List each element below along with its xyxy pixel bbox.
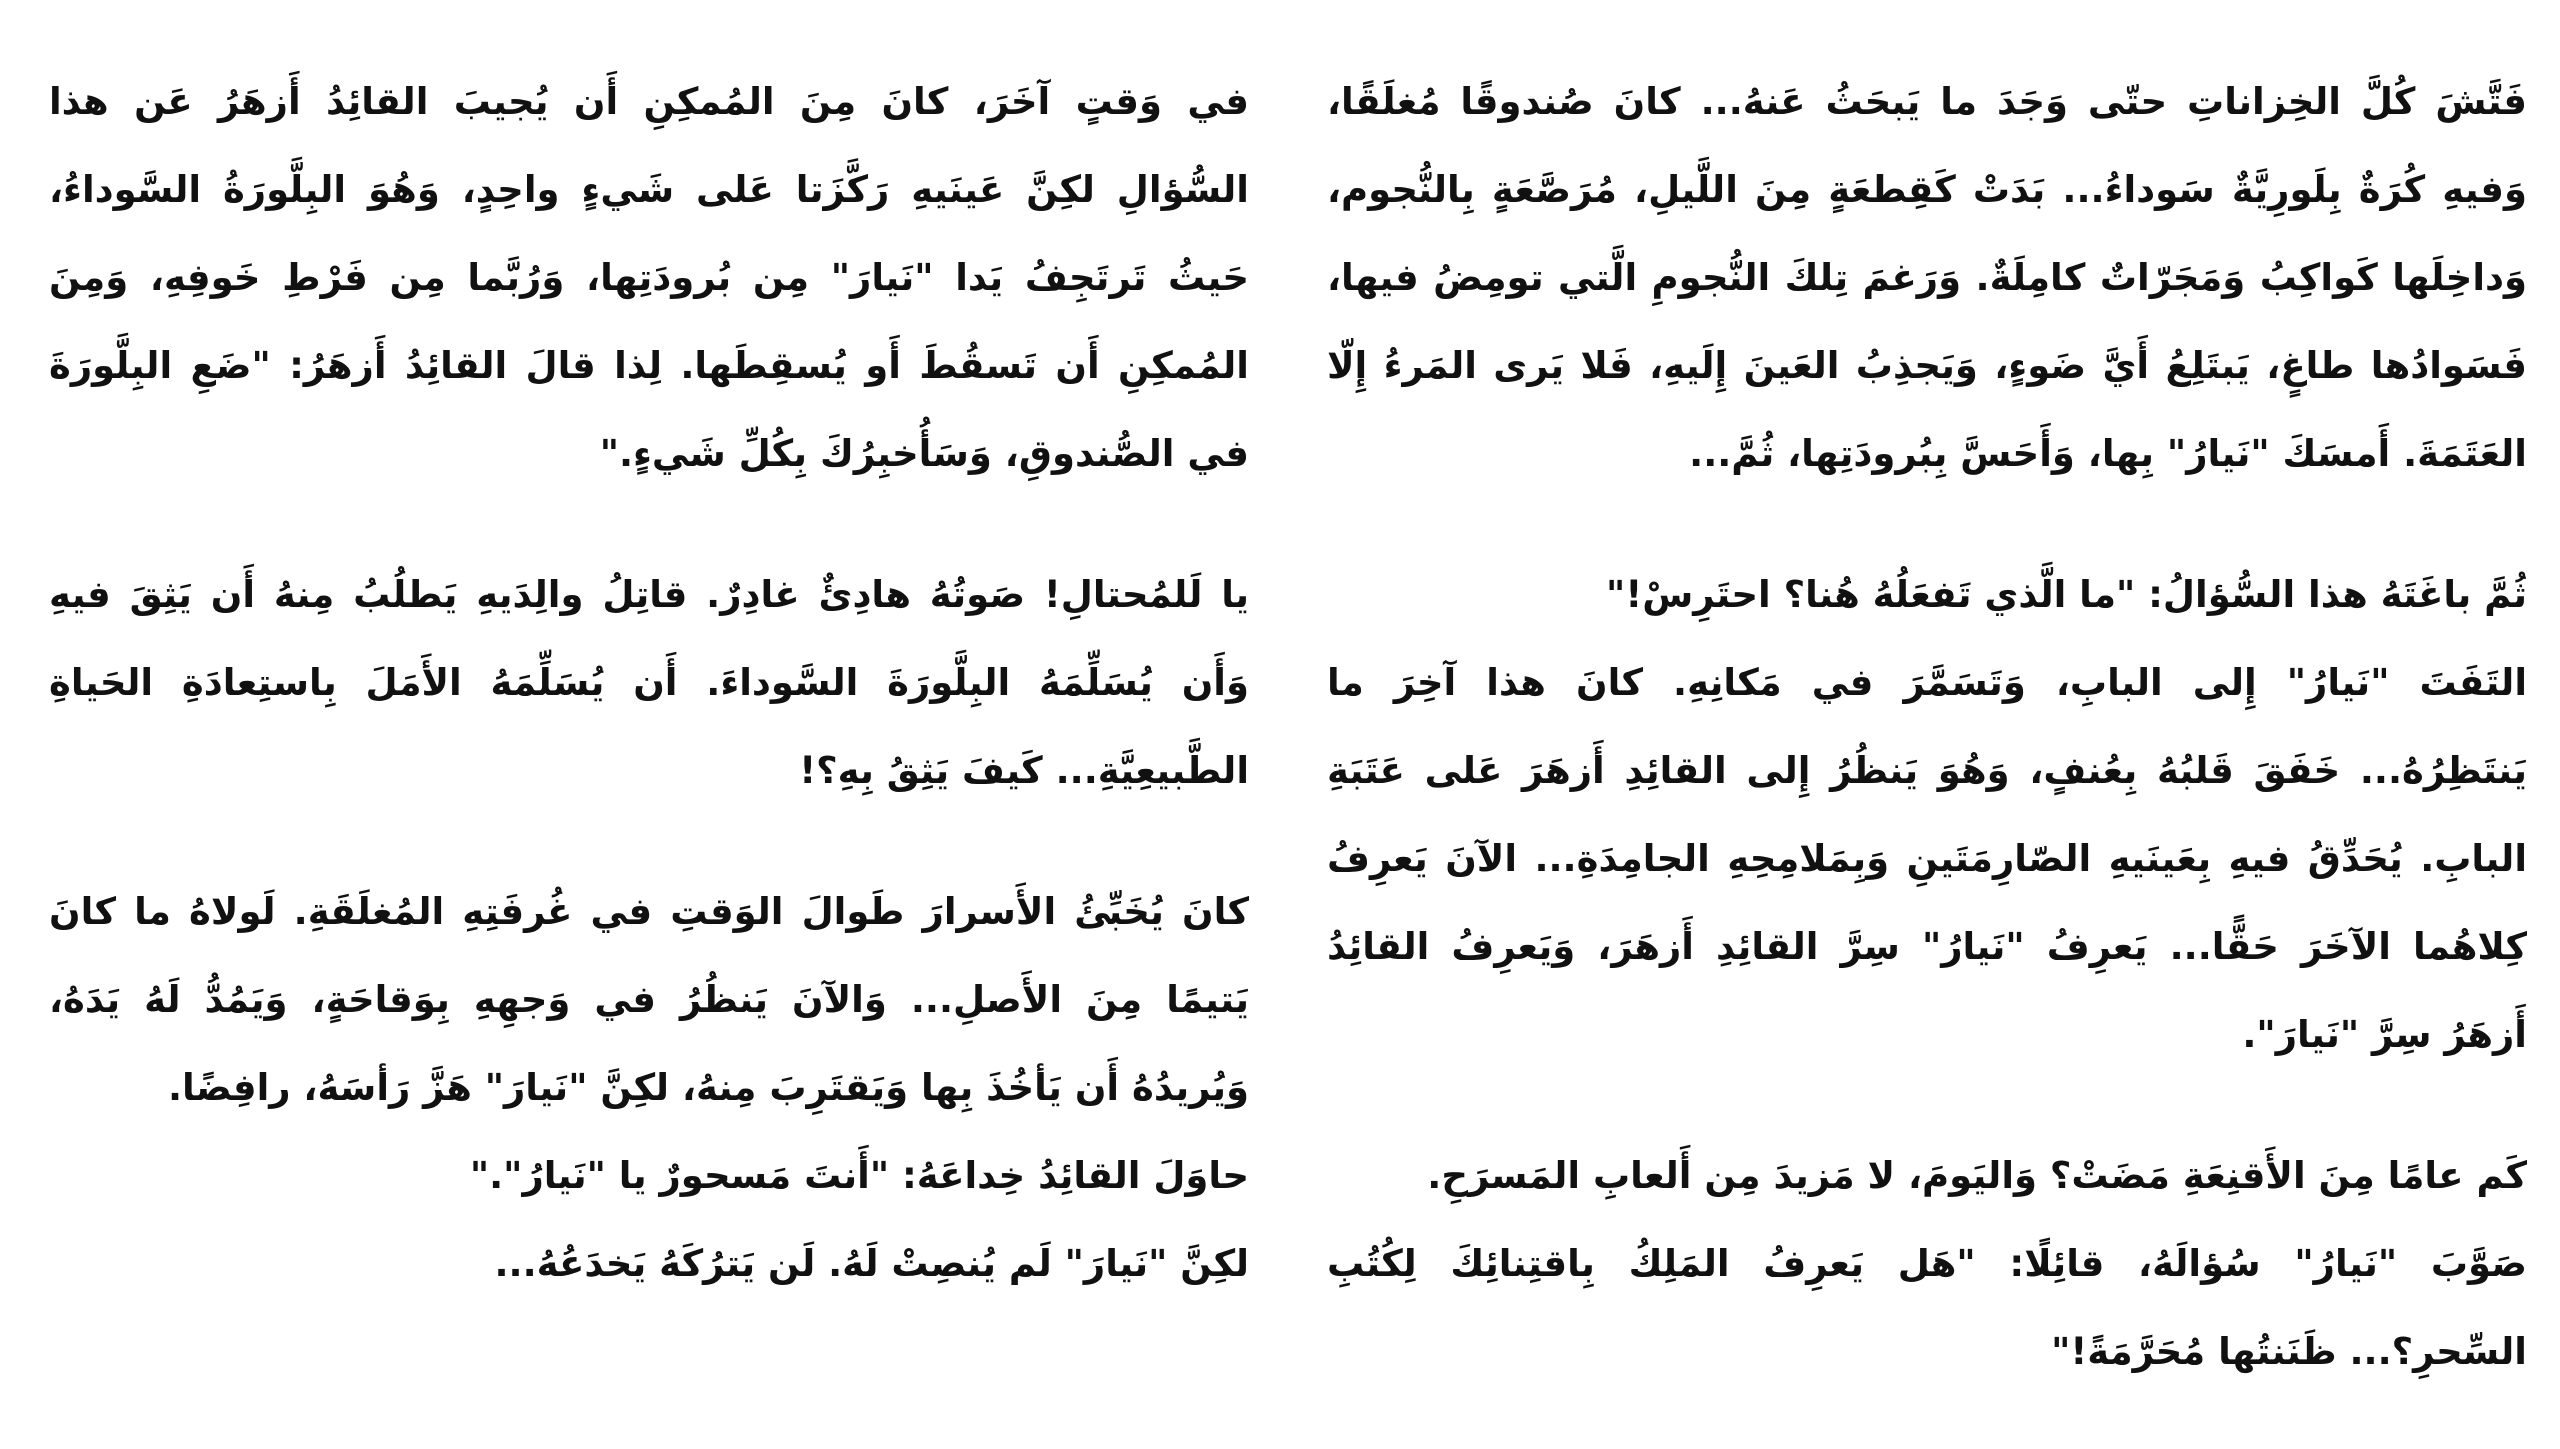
paragraph: لكِنَّ "نَيارَ" لَم يُنصِتْ لَهُ. لَن يَترُكَهُ يَخدَعُهُ...	[494, 1242, 1249, 1285]
right-column	[1327, 58, 2527, 1449]
paragraph: التَفَتَ "نَيارُ" إِلى البابِ، وَتَسَمَّرَ في مَكانِهِ. كانَ هذا آخِرَ ما يَنتَظِرُهُ... خَفَقَ قَلبُهُ بِعُنفٍ، وَهُوَ يَنظُرُ إِلى القائِدِ أَزهَرَ عَلى عَتَبَةِ البابِ. يُحَدِّقُ فيهِ بِعَينَيهِ الصّارِمَتَينِ وَبِمَلامِحِهِ الجامِدَةِ... الآنَ يَعرِفُ كِلاهُما الآخَرَ حَقًّا... يَعرِفُ "نَيارُ" سِرَّ القائِدِ أَزهَرَ، وَيَعرِفُ القائِدُ أَزهَرُ سِرَّ "نَيارَ".	[1327, 661, 2527, 1056]
paragraph: صَوَّبَ "نَيارُ" سُؤالَهُ، قائِلًا: "هَل يَعرِفُ المَلِكُ بِاقتِنائِكَ لِكُتُبِ السِّحرِ؟... ظَنَنتُها مُحَرَّمَةً!"	[1327, 1242, 2527, 1373]
paragraph: كَم عامًا مِنَ الأَقنِعَةِ مَضَتْ؟ وَاليَومَ، لا مَزيدَ مِن أَلعابِ المَسرَحِ.	[1427, 1154, 2527, 1197]
paragraph: ثُمَّ باغَتَهُ هذا السُّؤالُ: "ما الَّذي تَفعَلُهُ هُنا؟ احتَرِسْ!"	[1606, 573, 2527, 616]
paragraph: حاوَلَ القائِدُ خِداعَهُ: "أَنتَ مَسحورٌ يا "نَيارُ"."	[469, 1154, 1249, 1197]
paragraph: فَتَّشَ كُلَّ الخِزاناتِ حتّى وَجَدَ ما يَبحَثُ عَنهُ... كانَ صُندوقًا مُغلَقًا، وَفيهِ كُرَةٌ بِلَورِيَّةٌ سَوداءُ... بَدَتْ كَقِطعَةٍ مِنَ اللَّيلِ، مُرَصَّعَةٍ بِالنُّجوم، وَداخِلَها كَواكِبُ وَمَجَرّاتٌ كامِلَةٌ. وَرَغمَ تِلكَ النُّجومِ الَّتي تومِضُ فيها، فَسَوادُها طاغٍ، يَبتَلِعُ أَيَّ ضَوءٍ، وَيَجذِبُ العَينَ إِلَيهِ، فَلا يَرى المَرءُ إِلّا العَتَمَةَ. أَمسَكَ "نَيارُ" بِها، وَأَحَسَّ بِبُرودَتِها، ثُمَّ...	[1327, 80, 2527, 475]
paragraph: يا لَلمُحتالِ! صَوتُهُ هادِئٌ غادِرٌ. قاتِلُ والِدَيهِ يَطلُبُ مِنهُ أَن يَثِقَ فيهِ وَأَن يُسَلِّمَهُ البِلَّورَةَ السَّوداءَ. أَن يُسَلِّمَهُ الأَمَلَ بِاستِعادَةِ الحَياةِ الطَّبيعِيَّةِ... كَيفَ يَثِقُ بِهِ؟!	[49, 573, 1249, 792]
paragraph: في وَقتٍ آخَرَ، كانَ مِنَ المُمكِنِ أَن يُجيبَ القائِدُ أَزهَرُ عَن هذا السُّؤالِ لكِنَّ عَينَيهِ رَكَّزَتا عَلى شَيءٍ واحِدٍ، وَهُوَ البِلَّورَةُ السَّوداءُ، حَيثُ تَرتَجِفُ يَدا "نَيارَ" مِن بُرودَتِها، وَرُبَّما مِن فَرْطِ خَوفِهِ، وَمِنَ المُمكِنِ أَن تَسقُطَ أَو يُسقِطَها. لِذا قالَ القائِدُ أَزهَرُ: "ضَعِ البِلَّورَةَ في الصُّندوقِ، وَسَأُخبِرُكَ بِكُلِّ شَيءٍ."	[49, 80, 1249, 475]
paragraph: كانَ يُخَبِّئُ الأَسرارَ طَوالَ الوَقتِ في غُرفَتِهِ المُغلَقَةِ. لَولاهُ ما كانَ يَتيمًا مِنَ الأَصلِ... وَالآنَ يَنظُرُ في وَجهِهِ بِوَقاحَةٍ، وَيَمُدُّ لَهُ يَدَهُ، وَيُريدُهُ أَن يَأخُذَ بِها وَيَقتَرِبَ مِنهُ، لكِنَّ "نَيارَ" هَزَّ رَأسَهُ، رافِضًا.	[49, 890, 1249, 1109]
left-column	[49, 58, 1249, 1361]
